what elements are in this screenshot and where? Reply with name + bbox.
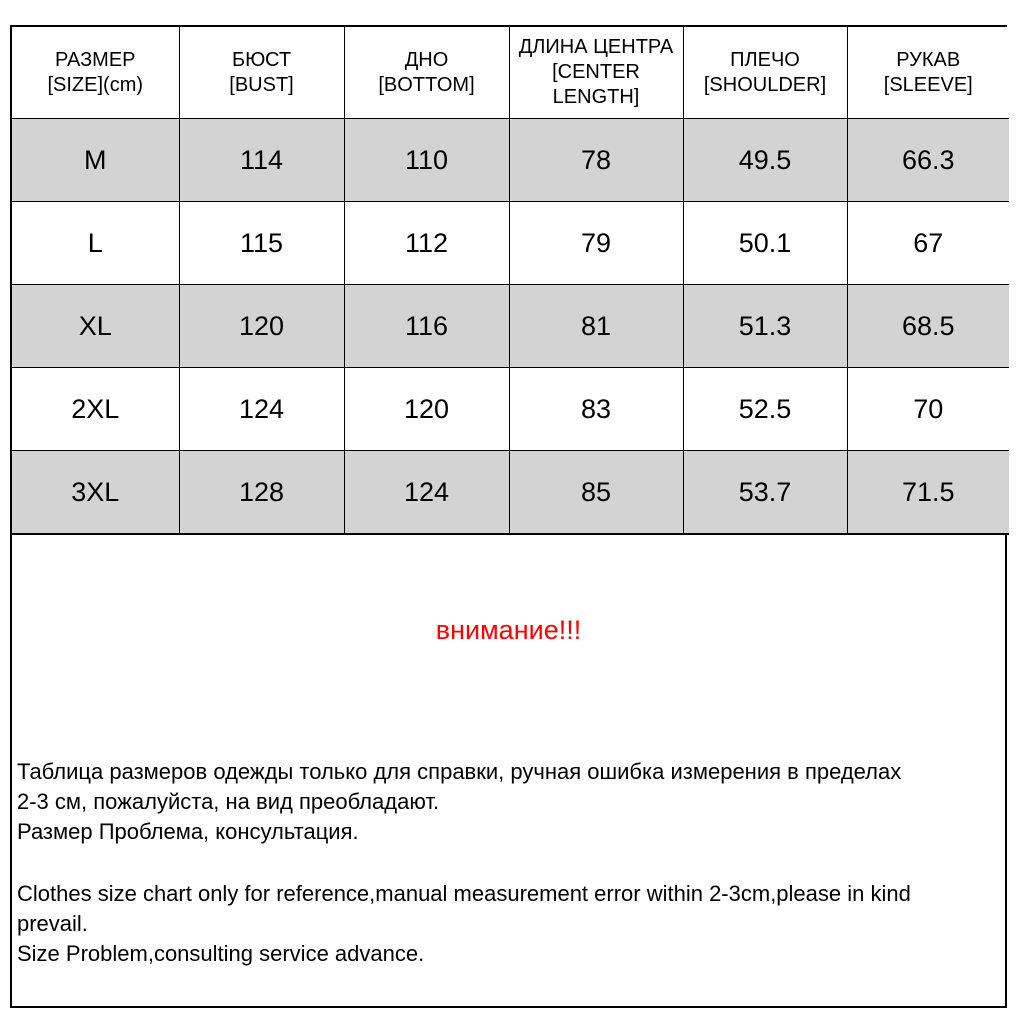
center-length-cell: 81 <box>509 285 683 368</box>
size-cell: 2XL <box>12 368 179 451</box>
header-line: [CENTER <box>552 61 640 83</box>
size-cell: 3XL <box>12 451 179 535</box>
bust-cell: 120 <box>179 285 344 368</box>
size-cell: XL <box>12 285 179 368</box>
shoulder-cell: 52.5 <box>683 368 847 451</box>
header-line: БЮСТ <box>231 48 292 71</box>
sleeve-cell: 68.5 <box>847 285 1009 368</box>
note-line: 2-3 см, пожалуйста, на вид преобладают. <box>17 789 440 814</box>
sleeve-cell: 66.3 <box>847 119 1009 202</box>
header-center-length <box>509 27 683 119</box>
bottom-cell: 112 <box>344 202 509 285</box>
header-line: LENGTH] <box>552 86 640 108</box>
header-line: РУКАВ <box>896 48 961 71</box>
note-line: prevail. <box>17 911 88 936</box>
header-bottom <box>344 27 509 119</box>
header-line: ДЛИНА ЦЕНТРА <box>518 36 674 58</box>
size-chart-table <box>12 27 1009 535</box>
bottom-cell: 124 <box>344 451 509 535</box>
header-line: ДНО <box>404 48 449 71</box>
header-row <box>12 27 1009 119</box>
header-sleeve <box>847 27 1009 119</box>
table-row <box>12 119 1009 202</box>
center-length-cell: 78 <box>509 119 683 202</box>
note-line: Таблица размеров одежды только для справки, ручная ошибка измерения в пределах <box>17 759 902 784</box>
center-length-cell: 79 <box>509 202 683 285</box>
note-line: Размер Проблема, консультация. <box>17 819 359 844</box>
header-line: РАЗМЕР <box>54 48 136 71</box>
table-row <box>12 451 1009 535</box>
bust-cell: 128 <box>179 451 344 535</box>
bust-cell: 114 <box>179 119 344 202</box>
note-line: Size Problem,consulting service advance. <box>17 941 425 966</box>
bust-cell: 124 <box>179 368 344 451</box>
center-length-cell: 85 <box>509 451 683 535</box>
size-cell: L <box>12 202 179 285</box>
shoulder-cell: 50.1 <box>683 202 847 285</box>
header-line: [SIZE](cm) <box>47 73 144 96</box>
table-row <box>12 368 1009 451</box>
size-cell: M <box>12 119 179 202</box>
header-bust <box>179 27 344 119</box>
note-spacer <box>17 847 999 879</box>
size-notes <box>17 757 999 969</box>
shoulder-cell: 51.3 <box>683 285 847 368</box>
header-line: [SHOULDER] <box>703 73 827 96</box>
header-size <box>12 27 179 119</box>
table-row <box>12 202 1009 285</box>
sleeve-cell: 71.5 <box>847 451 1009 535</box>
size-chart-frame <box>10 25 1007 1008</box>
bust-cell: 115 <box>179 202 344 285</box>
center-length-cell: 83 <box>509 368 683 451</box>
shoulder-cell: 53.7 <box>683 451 847 535</box>
sleeve-cell: 70 <box>847 368 1009 451</box>
sleeve-cell: 67 <box>847 202 1009 285</box>
bottom-cell: 110 <box>344 119 509 202</box>
attention-notice: внимание!!! <box>435 615 582 645</box>
bottom-cell: 120 <box>344 368 509 451</box>
header-line: ПЛЕЧО <box>730 48 800 71</box>
header-line: [BOTTOM] <box>378 73 475 96</box>
table-row <box>12 285 1009 368</box>
header-shoulder <box>683 27 847 119</box>
bottom-cell: 116 <box>344 285 509 368</box>
header-line: [SLEEVE] <box>883 73 973 96</box>
shoulder-cell: 49.5 <box>683 119 847 202</box>
header-line: [BUST] <box>229 73 294 96</box>
note-line: Clothes size chart only for reference,manual measurement error within 2-3cm,please in kind <box>17 881 911 906</box>
